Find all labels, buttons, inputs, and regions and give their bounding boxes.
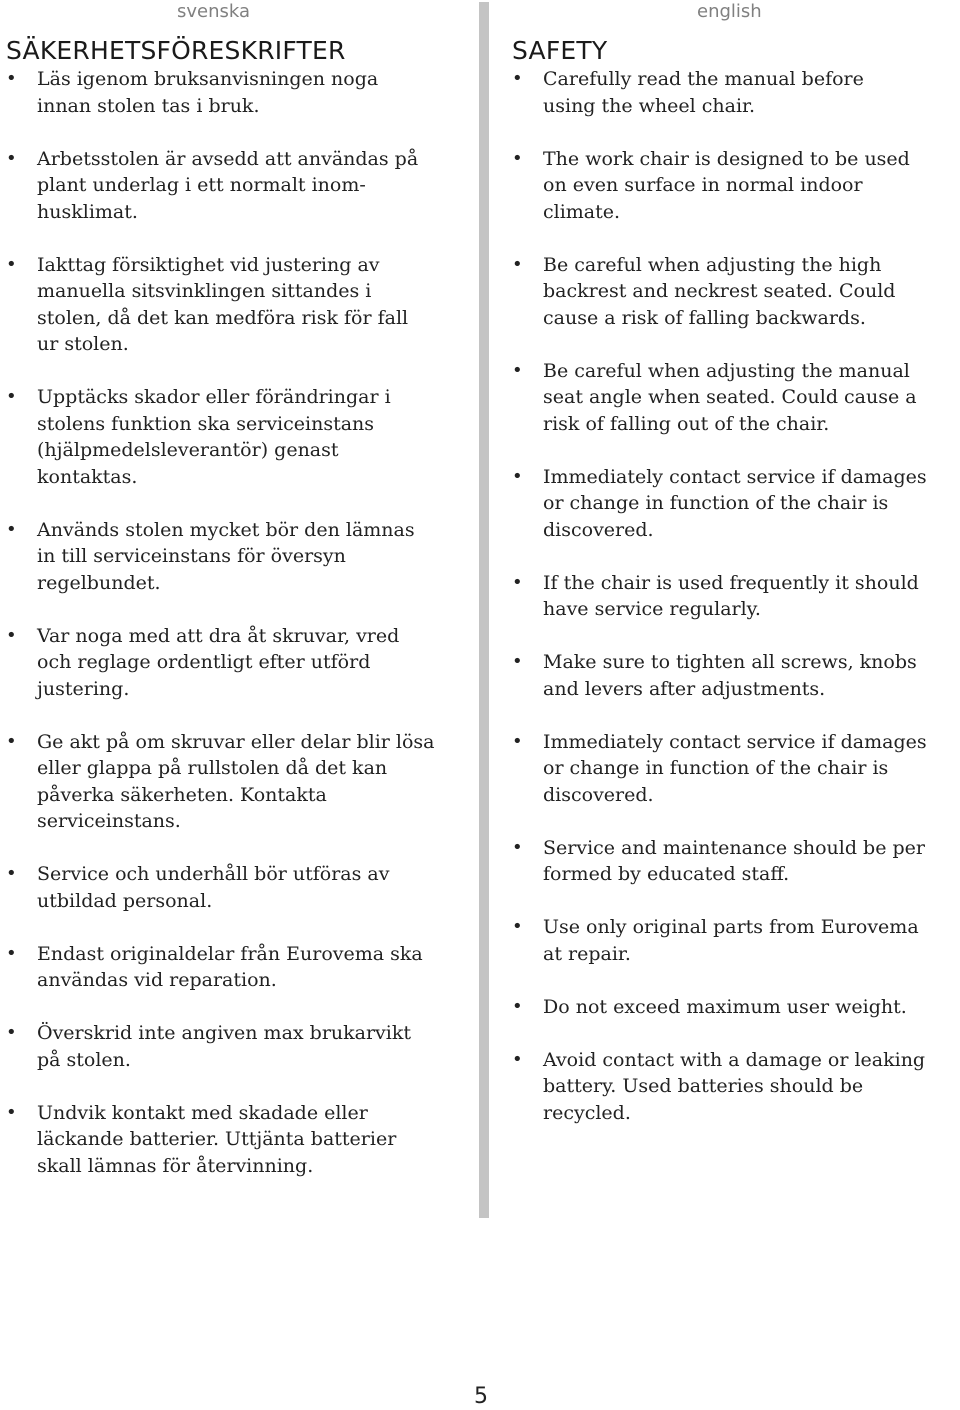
list-item xyxy=(512,835,958,888)
bullet-icon: • xyxy=(512,147,523,169)
english-safety-list xyxy=(512,66,958,1126)
list-item xyxy=(6,623,472,703)
list-item xyxy=(512,358,958,438)
list-item xyxy=(512,914,958,967)
bullet-icon: • xyxy=(512,1048,523,1070)
list-item-text: Undvik kontakt med skadade eller läckande batterier. Uttjänta batterier skall lämnas för återvinning. xyxy=(37,1101,397,1177)
bullet-icon: • xyxy=(6,624,17,646)
list-item xyxy=(512,1047,958,1127)
swedish-column xyxy=(6,36,472,1179)
bullet-icon: • xyxy=(6,942,17,964)
page-number: 5 xyxy=(474,1384,488,1409)
list-item-text: The work chair is designed to be used on even surface in normal indoor climate. xyxy=(543,147,910,223)
list-item-text: Service and maintenance should be per formed by educated staff. xyxy=(543,836,925,885)
list-item-text: Arbetsstolen är avsedd att användas på plant underlag i ett normalt inom- husklimat. xyxy=(37,147,419,223)
list-item-text: Upptäcks skador eller förändringar i stolens funktion ska serviceinstans (hjälpmedelsleverantör) genast kontaktas. xyxy=(37,386,391,488)
bullet-icon: • xyxy=(512,359,523,381)
list-item xyxy=(6,941,472,994)
bullet-icon: • xyxy=(512,836,523,858)
list-item xyxy=(6,861,472,914)
bullet-icon: • xyxy=(512,465,523,487)
english-heading: SAFETY xyxy=(512,36,608,65)
list-item-text: Iakttag försiktighet vid justering av manuella sitsvinklingen sittandes i stolen, då det kan medföra risk för fall ur stolen. xyxy=(37,253,409,355)
bullet-icon: • xyxy=(512,730,523,752)
list-item xyxy=(512,464,958,544)
bullet-icon: • xyxy=(6,68,17,89)
list-item xyxy=(512,570,958,623)
list-item-text: Be careful when adjusting the high backrest and neckrest seated. Could cause a risk of falling backwards. xyxy=(543,253,896,329)
list-item xyxy=(6,252,472,358)
list-item-text: Immediately contact service if damages or change in function of the chair is discovered. xyxy=(543,465,927,541)
language-label-swedish: svenska xyxy=(177,1,251,22)
list-item-text: Service och underhåll bör utföras av utbildad personal. xyxy=(37,863,390,912)
list-item xyxy=(6,146,472,226)
bullet-icon: • xyxy=(512,571,523,593)
list-item xyxy=(512,649,958,702)
bullet-icon: • xyxy=(6,253,17,275)
bullet-icon: • xyxy=(6,386,17,407)
list-item-text: Immediately contact service if damages or change in function of the chair is discovered. xyxy=(543,730,927,806)
column-divider xyxy=(479,2,489,1218)
bullet-icon: • xyxy=(512,68,523,89)
bullet-icon: • xyxy=(6,863,17,884)
list-item-text: Endast originaldelar från Eurovema ska användas vid reparation. xyxy=(37,942,423,991)
bullet-icon: • xyxy=(512,651,523,672)
bullet-icon: • xyxy=(6,1022,17,1043)
swedish-heading: SÄKERHETSFÖRESKRIFTER xyxy=(6,36,346,65)
list-item-text: Läs igenom bruksanvisningen noga innan stolen tas i bruk. xyxy=(37,68,379,117)
list-item xyxy=(6,517,472,597)
list-item xyxy=(512,729,958,809)
language-label-english: english xyxy=(697,1,762,22)
bullet-icon: • xyxy=(6,1101,17,1123)
list-item xyxy=(512,146,958,226)
list-item xyxy=(6,1020,472,1073)
list-item-text: Do not exceed maximum user weight. xyxy=(543,995,907,1018)
list-item-text: Use only original parts from Eurovema at repair. xyxy=(543,916,919,965)
list-item xyxy=(6,729,472,835)
list-item-text: Be careful when adjusting the manual seat angle when seated. Could cause a risk of falling out of the chair. xyxy=(543,359,917,435)
english-column xyxy=(512,36,958,1126)
list-item xyxy=(6,384,472,490)
list-item-text: Avoid contact with a damage or leaking battery. Used batteries should be recycled. xyxy=(543,1048,926,1124)
bullet-icon: • xyxy=(512,253,523,275)
list-item-text: If the chair is used frequently it should have service regularly. xyxy=(543,571,919,620)
list-item-text: Ge akt på om skruvar eller delar blir lösa eller glappa på rullstolen då det kan påverka säkerheten. Kontakta serviceinstans. xyxy=(37,730,435,832)
list-item xyxy=(512,252,958,332)
bullet-icon: • xyxy=(6,147,17,169)
list-item-text: Carefully read the manual before using the wheel chair. xyxy=(543,68,864,117)
list-item-text: Var noga med att dra åt skruvar, vred och reglage ordentligt efter utförd justering. xyxy=(37,624,400,700)
bullet-icon: • xyxy=(6,518,17,540)
list-item-text: Make sure to tighten all screws, knobs and levers after adjustments. xyxy=(543,651,917,700)
bullet-icon: • xyxy=(512,916,523,937)
bullet-icon: • xyxy=(6,730,17,752)
list-item xyxy=(6,66,472,119)
list-item xyxy=(512,66,958,119)
list-item-text: Överskrid inte angiven max brukarvikt på stolen. xyxy=(37,1022,412,1071)
list-item xyxy=(512,994,958,1021)
list-item xyxy=(6,1100,472,1180)
swedish-safety-list xyxy=(6,66,472,1179)
bullet-icon: • xyxy=(512,995,523,1017)
list-item-text: Används stolen mycket bör den lämnas in till serviceinstans för översyn regelbundet. xyxy=(37,518,415,594)
